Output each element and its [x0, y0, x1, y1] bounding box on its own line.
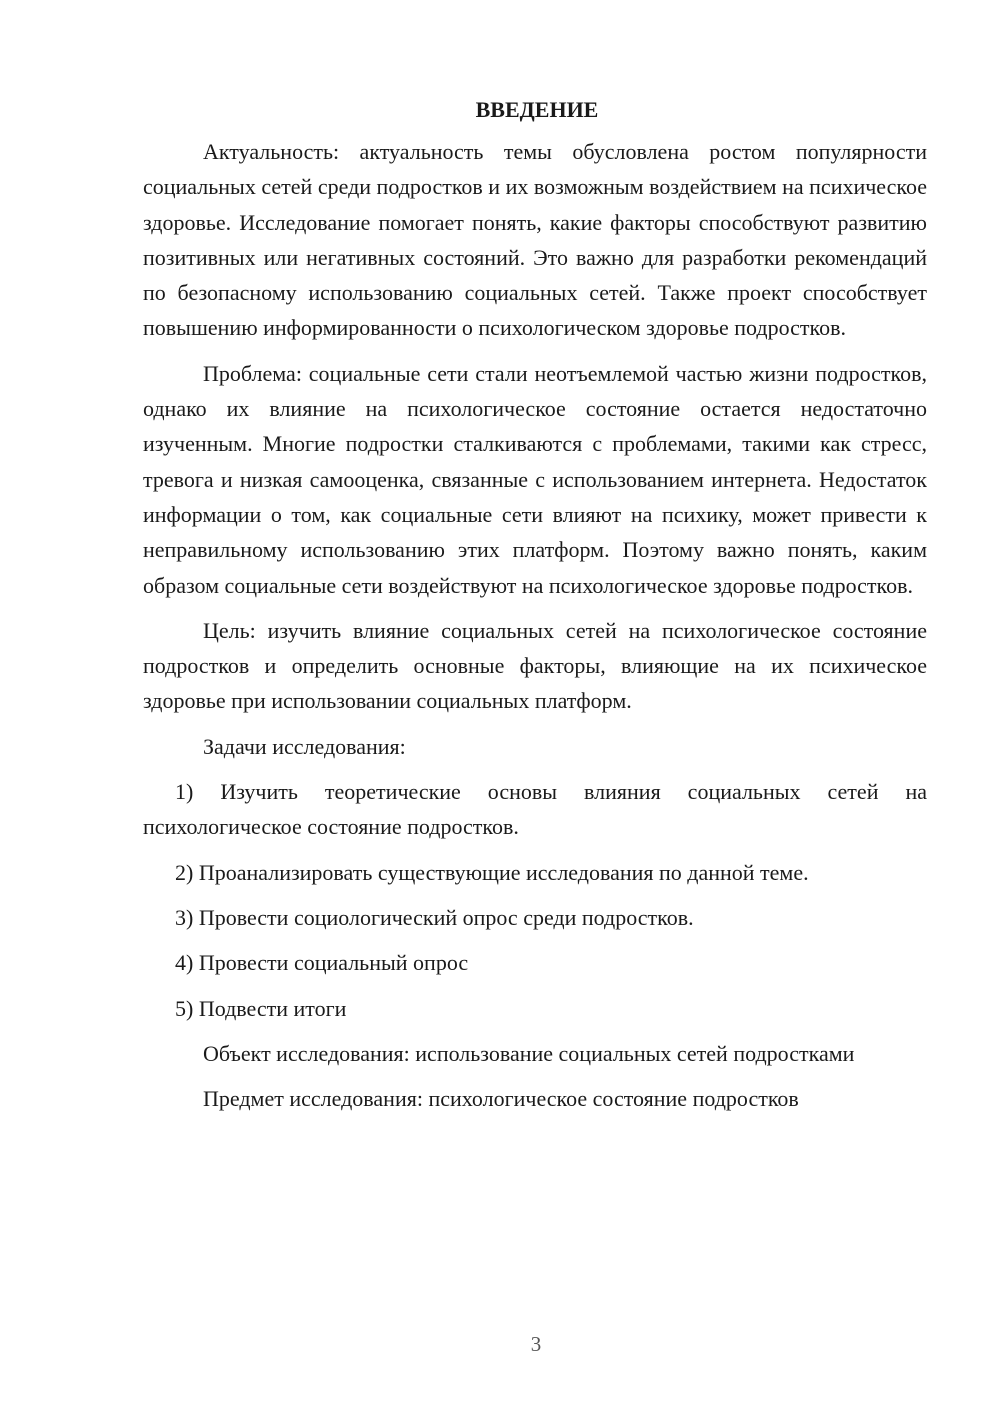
goal-paragraph: Цель: изучить влияние социальных сетей на психологическое состояние подростков и определить основные факторы, влияющие на их психическое здоровье при использовании социальных платформ. — [143, 617, 927, 714]
document-page — [143, 92, 927, 1126]
task-item-3: 3) Провести социологический опрос среди подростков. — [175, 904, 694, 930]
task-item-5: 5) Подвести итоги — [175, 995, 347, 1021]
task-item-2: 2) Проанализировать существующие исследования по данной теме. — [175, 859, 809, 885]
relevance-paragraph: Актуальность: актуальность темы обусловлена ростом популярности социальных сетей среди подростков и их возможным воздействием на психическое здоровье. Исследование помогает понять, какие факторы способствуют развитию позитивных или негативных состояний. Это важно для разработки рекомендаций по безопасному использованию социальных сетей. Также проект способствует повышению информированности о психологическом здоровье подростков. — [143, 139, 927, 341]
task-item-4: 4) Провести социальный опрос — [175, 950, 469, 976]
task-item-1: 1) Изучить теоретические основы влияния социальных сетей на психологическое состояние подростков. — [143, 779, 927, 840]
object-paragraph: Объект исследования: использование социальных сетей подростками — [203, 1040, 855, 1066]
tasks-heading: Задачи исследования: — [203, 733, 406, 759]
subject-paragraph: Предмет исследования: психологическое состояние подростков — [203, 1086, 799, 1112]
section-title: ВВЕДЕНИЕ — [475, 97, 599, 122]
page-number: 3 — [530, 1332, 542, 1356]
problem-paragraph: Проблема: социальные сети стали неотъемлемой частью жизни подростков, однако их влияние на психологическое состояние остается недостаточно изученным. Многие подростки сталкиваются с проблемами, такими как стресс, тревога и низкая самооценка, связанные с использованием интернета. Недостаток информации о том, как социальные сети влияют на психику, может привести к неправильному использованию этих платформ. Поэтому важно понять, каким образом социальные сети воздействуют на психологическое здоровье подростков. — [143, 360, 927, 598]
